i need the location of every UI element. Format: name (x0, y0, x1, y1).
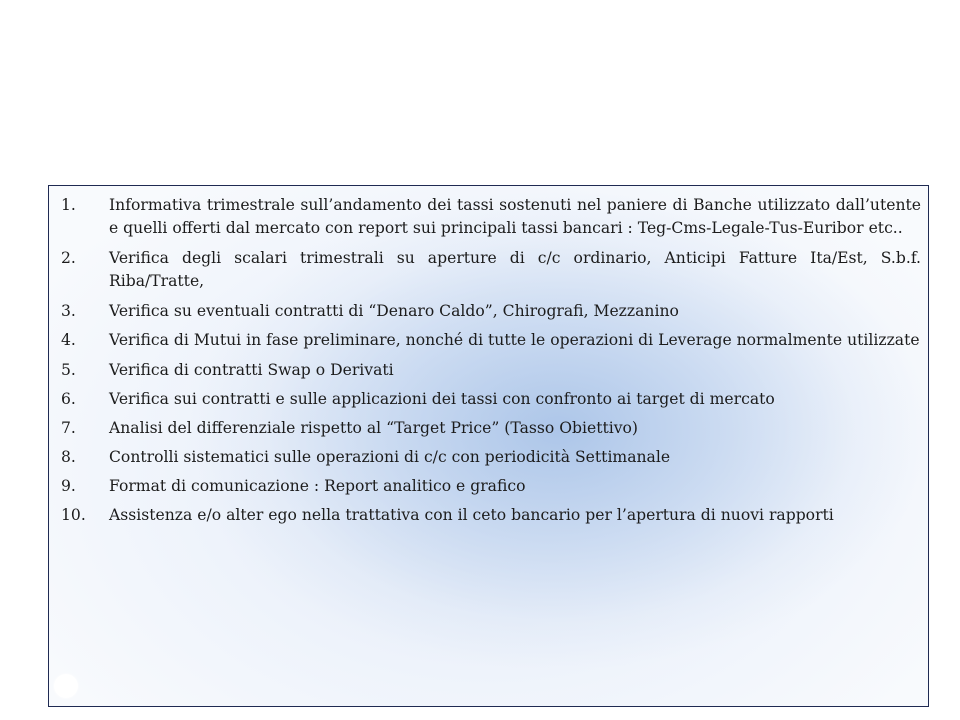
list-item (49, 504, 928, 527)
list-item-number: 5. (61, 361, 76, 379)
list-item (49, 388, 928, 411)
list-item-number: 1. (61, 196, 76, 214)
services-list (49, 194, 928, 533)
list-item-text: Assistenza e/o alter ego nella trattativa con il ceto bancario per l’apertura di nuovi rapporti (109, 506, 834, 524)
list-item-text: Verifica di Mutui in fase preliminare, nonché di tutte le operazioni di Leverage normalmente utilizzate (109, 331, 920, 349)
list-item-text: Controlli sistematici sulle operazioni di c/c con periodicità Settimanale (109, 448, 671, 466)
list-item-text: Verifica su eventuali contratti di “Denaro Caldo”, Chirografi, Mezzanino (109, 302, 679, 320)
list-item (49, 417, 928, 440)
corner-dot-decoration (54, 674, 78, 698)
list-item (49, 194, 928, 240)
list-item-text: Verifica sui contratti e sulle applicazioni dei tassi con confronto ai target di mercato (109, 390, 775, 408)
list-item (49, 329, 928, 352)
list-item-number: 2. (61, 249, 76, 267)
list-item-number: 3. (61, 302, 76, 320)
list-item (49, 475, 928, 498)
list-item-number: 10. (61, 506, 86, 524)
list-item-text: Informativa trimestrale sull’andamento dei tassi sostenuti nel paniere di Banche utilizzato dall’utente e quelli offerti dal mercato con report sui principali tassi bancari : Teg-Cms-Legale-Tus-Euribor etc.. (109, 196, 921, 237)
list-item-text: Verifica di contratti Swap o Derivati (109, 361, 394, 379)
list-item-text: Format di comunicazione : Report analitico e grafico (109, 477, 526, 495)
services-list-box (48, 185, 929, 707)
list-item-number: 4. (61, 331, 76, 349)
list-item-text: Analisi del differenziale rispetto al “Target Price” (Tasso Obiettivo) (109, 419, 638, 437)
list-item (49, 446, 928, 469)
list-item-number: 8. (61, 448, 76, 466)
list-item-number: 6. (61, 390, 76, 408)
list-item-text: Verifica degli scalari trimestrali su aperture di c/c ordinario, Anticipi Fatture Ita/Est, S.b.f. Riba/Tratte, (109, 249, 921, 290)
list-item (49, 247, 928, 293)
list-item (49, 300, 928, 323)
list-item (49, 359, 928, 382)
list-item-number: 7. (61, 419, 76, 437)
list-item-number: 9. (61, 477, 76, 495)
